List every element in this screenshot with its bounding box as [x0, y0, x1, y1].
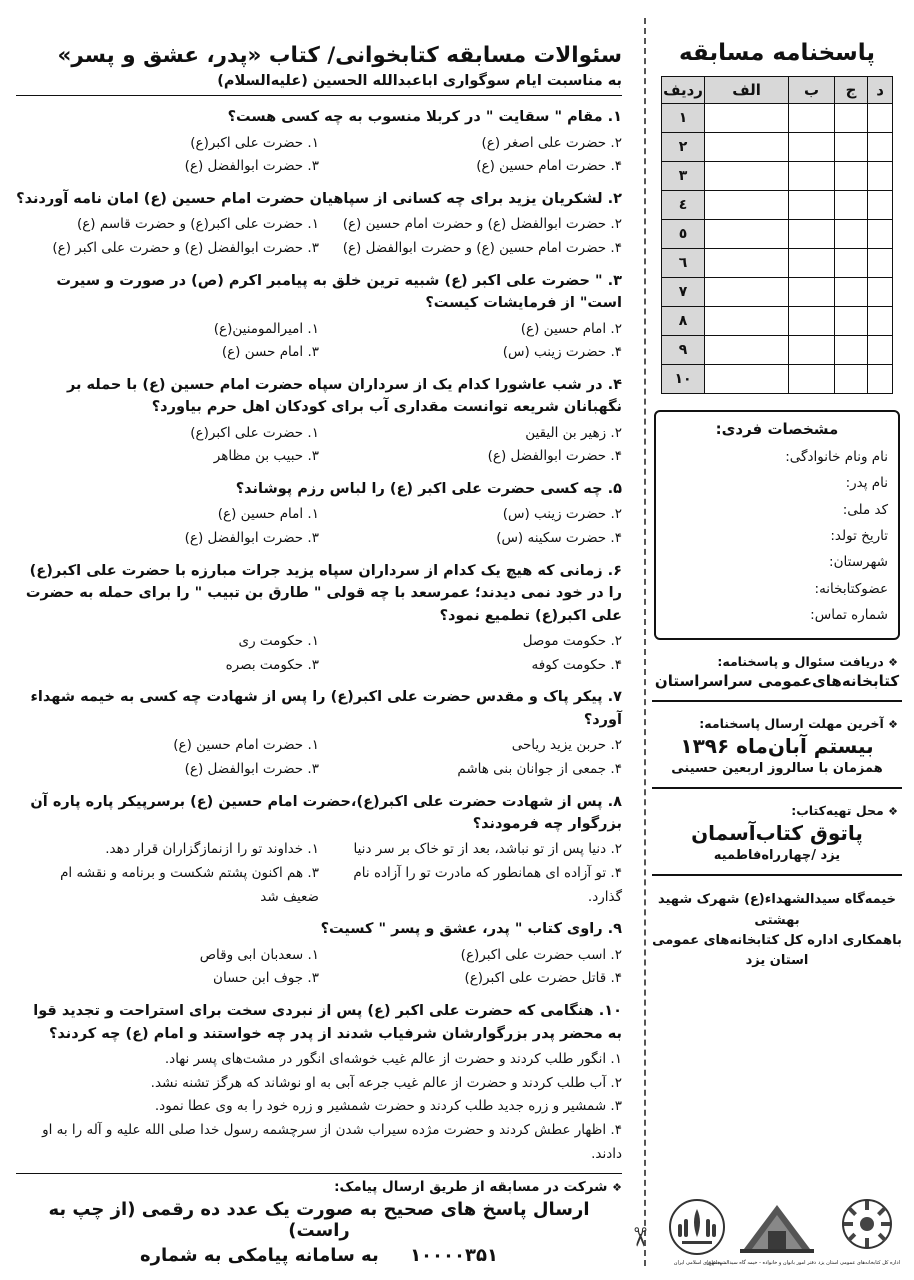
table-row[interactable] [662, 278, 893, 307]
cell-b[interactable] [789, 104, 835, 133]
option-3[interactable]: ۳. جوف ابن حسان [213, 970, 319, 987]
table-row[interactable] [662, 133, 893, 162]
question-text: ۵. چه کسی حضرت علی اکبر (ع) را لباس رزم پوشاند؟ [235, 480, 622, 497]
note-sub: همزمان با سالروز اربعین حسینی [671, 761, 883, 777]
options-list [16, 734, 622, 781]
row-index: ٥ [662, 220, 705, 249]
option-3[interactable]: ۳. حبیب بن مظاهر [213, 448, 319, 465]
table-row[interactable] [662, 365, 893, 394]
answer-sheet-column [652, 40, 902, 979]
col-header-alef: الف [705, 77, 789, 104]
question-8 [16, 791, 622, 910]
cell-b[interactable] [789, 191, 835, 220]
cell-j[interactable] [834, 191, 868, 220]
note-sub: باهمکاری اداره کل کتابخانه‌های عمومی استان یزد [652, 932, 902, 968]
option-1[interactable]: ۱. حکومت ری [238, 633, 319, 650]
note-lead: ❖ محل تهیه‌کتاب: [791, 803, 898, 819]
option-4[interactable]: ۴. حکومت کوفه [531, 656, 622, 673]
option-2[interactable]: ۲. اسب حضرت علی اکبر(ع) [460, 946, 622, 963]
cell-d[interactable] [868, 249, 893, 278]
logo-caption: دفتر امور بانوان و خانواده - خیمه گاه سیدالشهداء(ع) [706, 1260, 816, 1266]
cell-alef[interactable] [705, 133, 789, 162]
question-text: ۳. " حضرت علی اکبر (ع) شبیه ترین خلق به پیامبر اکرم (ص) در صورت و سیرت است" از فرمایشات کیست؟ [56, 272, 622, 312]
option-4[interactable]: ۴. اظهار عطش کردند و حضرت مژده سیراب شدن از سرچشمه رسول خدا صلی الله علیه و آله را به او دادند. [42, 1121, 622, 1162]
row-index: ۱۰ [662, 365, 705, 394]
row-index: ٦ [662, 249, 705, 278]
option-1[interactable]: ۱. امام حسین (ع) [217, 506, 319, 523]
question-10 [16, 1000, 622, 1166]
option-1[interactable]: ۱. سعدبان ابی وقاص [199, 946, 319, 963]
cell-j[interactable] [834, 365, 868, 394]
logo-caption: جمهوری اسلامی ایران [673, 1260, 721, 1266]
note-where-to-get [652, 654, 902, 702]
table-row[interactable] [662, 104, 893, 133]
cell-b[interactable] [789, 365, 835, 394]
option-3[interactable]: ۳. حضرت ابوالفضل (ع) [184, 158, 319, 175]
cell-j[interactable] [834, 278, 868, 307]
option-3[interactable]: ۳. هم اکنون پشتم شکست و برنامه و نقشه ام ضعیف شد [60, 865, 319, 905]
option-1[interactable]: ۱. خداوند تو را ازنمازگزاران قرار دهد. [105, 841, 319, 858]
cell-j[interactable] [834, 162, 868, 191]
note-sub: یزد /چهارراه‌فاطمیه [713, 848, 841, 864]
diamond-icon: ❖ [888, 656, 898, 670]
table-row[interactable] [662, 307, 893, 336]
option-2[interactable]: ۲. آب طلب کردند و حضرت از عالم غیب جرعه آبی به او نوشاند که هرگز تشنه نشد. [150, 1074, 622, 1091]
col-header-j: ج [834, 77, 868, 104]
question-text: ۴. در شب عاشورا کدام یک از سرداران سپاه حضرت امام حسین (ع) با حمله بر نگهبانان شریعه توانست مقداری آب برای کودکان اهل حرم بیاورد؟ [66, 376, 622, 416]
option-1[interactable]: ۱. حضرت علی اکبر(ع) [190, 134, 319, 151]
option-2[interactable]: ۲. حکومت موصل [522, 633, 622, 650]
sms-instruction: ارسال پاسخ های صحیح به صورت یک عدد ده رقمی (از چپ به راست) [48, 1199, 590, 1241]
table-row[interactable] [662, 336, 893, 365]
row-index: ۲ [662, 133, 705, 162]
cell-d[interactable] [868, 220, 893, 249]
row-index: ۸ [662, 307, 705, 336]
options-list [16, 630, 622, 677]
cell-d[interactable] [868, 336, 893, 365]
page-subtitle: به مناسبت ایام سوگواری اباعبدالله الحسین (علیه‌السلام) [217, 73, 622, 90]
field-father-name[interactable]: نام پدر: [845, 475, 888, 492]
cell-j[interactable] [834, 104, 868, 133]
option-1[interactable]: ۱. انگور طلب کردند و حضرت از عالم غیب خوشه‌ای انگور در مشت‌های پسر نهاد. [164, 1051, 622, 1068]
field-phone[interactable]: شماره تماس: [810, 606, 888, 623]
question-9 [16, 918, 622, 991]
cell-d[interactable] [868, 307, 893, 336]
question-6 [16, 560, 622, 678]
option-4[interactable]: ۴. حضرت ابوالفضل (ع) [487, 448, 622, 465]
options-list [16, 132, 622, 179]
row-index: ۳ [662, 162, 705, 191]
option-3[interactable]: ۳. حضرت ابوالفضل (ع) و حضرت علی اکبر (ع) [52, 239, 319, 256]
cell-j[interactable] [834, 220, 868, 249]
table-row[interactable] [662, 162, 893, 191]
option-2[interactable]: ۲. حربن یزید ریاحی [511, 737, 622, 754]
cell-alef[interactable] [705, 191, 789, 220]
cell-d[interactable] [868, 133, 893, 162]
options-list [16, 213, 622, 260]
option-2[interactable]: ۲. حضرت ابوالفضل (ع) و حضرت امام حسین (ع) [342, 216, 622, 233]
note-main: خیمه‌گاه سیدالشهداء(ع) شهرک شهید بهشتی [657, 892, 897, 928]
note-book-source [652, 803, 902, 876]
question-5 [16, 478, 622, 551]
sms-number-prefix: به سامانه پیامکی به شماره [140, 1245, 379, 1266]
question-text: ۲. لشکریان یزید برای چه کسانی از سپاهیان حضرت امام حسین (ع) امان نامه آوردند؟ [16, 190, 622, 207]
option-4[interactable]: ۴. حضرت امام حسین (ع) [476, 158, 622, 175]
diamond-icon: ❖ [612, 1181, 622, 1194]
field-library-member[interactable]: عضوکتابخانه: [814, 580, 888, 597]
question-text: ۶. زمانی که هیچ یک کدام از سرداران سپاه یزید جرات مبارزه با حضرت علی اکبر(ع) را در خود نمی دیدند؛ عمرسعد با چه قولی " طارق بن تبیب " را برای حمله به حضرت علی اکبر(ع) تطمیع نمود؟ [25, 562, 622, 624]
option-1[interactable]: ۱. امیرالمومنین(ع) [213, 320, 319, 337]
options-list [16, 1048, 622, 1166]
row-index: ۷ [662, 278, 705, 307]
sms-participation-block [16, 1173, 622, 1266]
questions-column [16, 40, 622, 1175]
cell-d[interactable] [868, 162, 893, 191]
question-7 [16, 686, 622, 781]
cell-b[interactable] [789, 307, 835, 336]
row-index: ٤ [662, 191, 705, 220]
option-3[interactable]: ۳. حضرت ابوالفضل (ع) [184, 530, 319, 547]
cell-b[interactable] [789, 220, 835, 249]
note-main: پاتوق کتاب‌آسمان [691, 821, 863, 846]
answer-sheet-title: پاسخنامه مسابقه [678, 40, 876, 66]
scissors-icon: ✂ [624, 1226, 655, 1248]
cell-d[interactable] [868, 191, 893, 220]
note-lead: ❖ دریافت سئوال و پاسخنامه: [717, 654, 898, 670]
row-index: ۱ [662, 104, 705, 133]
table-header-row [662, 77, 893, 104]
option-1[interactable]: ۱. حضرت علی اکبر(ع) و حضرت قاسم (ع) [76, 216, 319, 233]
table-row[interactable] [662, 191, 893, 220]
note-deadline [652, 716, 902, 789]
note-organizer [652, 890, 902, 979]
title-divider [16, 95, 622, 96]
question-4 [16, 374, 622, 469]
note-main: بیستم آبان‌ماه ۱۳۹۶ [680, 734, 874, 759]
options-list [16, 422, 622, 469]
option-4[interactable]: ۴. حضرت سکینه (س) [496, 530, 622, 547]
question-text: ۷. پیکر پاک و مقدس حضرت علی اکبر(ع) را پس از شهادت چه کسی به خیمه شهداء آورد؟ [30, 689, 622, 728]
cell-alef[interactable] [705, 336, 789, 365]
option-3[interactable]: ۳. شمشیر و زره جدید طلب کردند و حضرت شمشیر و زره خود را به وی عطا نمود. [154, 1098, 622, 1115]
field-national-id[interactable]: کد ملی: [842, 501, 888, 518]
row-index: ۹ [662, 336, 705, 365]
option-1[interactable]: ۱. حضرت امام حسین (ع) [173, 737, 319, 754]
col-header-d: د [868, 77, 893, 104]
note-lead: ❖ آخرین مهلت ارسال پاسخنامه: [699, 716, 898, 732]
cell-alef[interactable] [705, 162, 789, 191]
cell-alef[interactable] [705, 278, 789, 307]
option-4[interactable]: ۴. جمعی از جوانان بنی هاشم [457, 760, 622, 777]
cell-alef[interactable] [705, 220, 789, 249]
cell-alef[interactable] [705, 249, 789, 278]
options-list [16, 503, 622, 550]
field-birth-date[interactable]: تاریخ تولد: [830, 527, 888, 544]
question-3 [16, 270, 622, 365]
field-city[interactable]: شهرستان: [829, 554, 888, 571]
logo-caption: اداره کل کتابخانه‌های عمومی استان یزد [818, 1260, 900, 1266]
cell-d[interactable] [868, 104, 893, 133]
yazd-org-logo [818, 1197, 900, 1266]
option-4[interactable]: ۴. حضرت زینب (س) [502, 344, 622, 361]
option-4[interactable]: ۴. حضرت امام حسین (ع) و حضرت ابوالفضل (ع) [342, 239, 622, 256]
option-2[interactable]: ۲. حضرت علی اصغر (ع) [481, 134, 622, 151]
cell-alef[interactable] [705, 365, 789, 394]
cell-b[interactable] [789, 336, 835, 365]
footer-logos [652, 1178, 900, 1270]
option-3[interactable]: ۳. حضرت ابوالفضل (ع) [184, 760, 319, 777]
cell-j[interactable] [834, 249, 868, 278]
table-row[interactable] [662, 249, 893, 278]
sms-number: ۱۰۰۰۰۳۵۱ [410, 1245, 498, 1266]
diamond-icon: ❖ [888, 805, 898, 819]
cell-j[interactable] [834, 133, 868, 162]
vertical-cut-divider [644, 18, 646, 1266]
question-2 [16, 188, 622, 261]
option-1[interactable]: ۱. حضرت علی اکبر(ع) [190, 424, 319, 441]
field-fullname[interactable]: نام ونام خانوادگی: [785, 449, 888, 465]
col-header-row-index: ردیف [662, 77, 705, 104]
page-title: سئوالات مسابقه کتابخوانی/ کتاب «پدر، عشق و پسر» [57, 43, 622, 68]
cell-alef[interactable] [705, 307, 789, 336]
option-2[interactable]: ۲. دنیا پس از تو نباشد، بعد از تو خاک بر سر دنیا [353, 841, 622, 858]
cell-d[interactable] [868, 278, 893, 307]
personal-info-heading: مشخصات فردی: [715, 420, 839, 438]
sms-header: ❖ شرکت در مسابقه از طریق ارسال پیامک: [16, 1173, 622, 1195]
question-text: ۸. پس از شهادت حضرت علی اکبر(ع)،حضرت امام حسین (ع) برسرپیکر پاره پاره آن بزرگوار چه فرمودند؟ [30, 793, 622, 833]
iran-emblem-logo [666, 1197, 728, 1266]
option-2[interactable]: ۲. حضرت زینب (س) [502, 506, 622, 523]
diamond-icon: ❖ [888, 718, 898, 732]
cell-j[interactable] [834, 336, 868, 365]
options-list [16, 944, 622, 991]
col-header-b: ب [789, 77, 835, 104]
personal-info-box[interactable] [654, 410, 900, 640]
cell-b[interactable] [789, 162, 835, 191]
cell-b[interactable] [789, 249, 835, 278]
question-text: ۱. مقام " سقایت " در کربلا منسوب به چه کسی هست؟ [227, 109, 622, 126]
question-text: ۱۰. هنگامی که حضرت علی اکبر (ع) پس از نبردی سخت برای استراحت و تجدید قوا به محضر پدر بزرگوارشان شرفیاب شدند از پدر چه خواستند و امام (ع) چه کردند؟ [33, 1003, 622, 1042]
option-4[interactable]: ۴. قاتل حضرت علی اکبر(ع) [464, 970, 622, 987]
option-3[interactable]: ۳. حکومت بصره [225, 656, 319, 673]
question-text: ۹. راوی کتاب " پدر، عشق و پسر " کسیت؟ [320, 921, 622, 938]
table-row[interactable] [662, 220, 893, 249]
cell-alef[interactable] [705, 104, 789, 133]
question-1 [16, 106, 622, 179]
option-2[interactable]: ۲. امام حسین (ع) [520, 320, 622, 337]
cell-b[interactable] [789, 278, 835, 307]
option-3[interactable]: ۳. امام حسن (ع) [221, 344, 319, 361]
cell-j[interactable] [834, 307, 868, 336]
cell-d[interactable] [868, 365, 893, 394]
sms-number-line [16, 1245, 622, 1266]
options-list [16, 318, 622, 365]
option-4[interactable]: ۴. تو آزاده ای همانطور که مادرت تو را آزاده نام گذارد. [353, 865, 622, 905]
option-2[interactable]: ۲. زهیر بن الیقین [525, 424, 622, 441]
note-main: کتابخانه‌های‌عمومی سراسراستان [654, 672, 900, 691]
cell-b[interactable] [789, 133, 835, 162]
options-list [16, 838, 622, 909]
answer-sheet-table[interactable] [661, 76, 893, 394]
